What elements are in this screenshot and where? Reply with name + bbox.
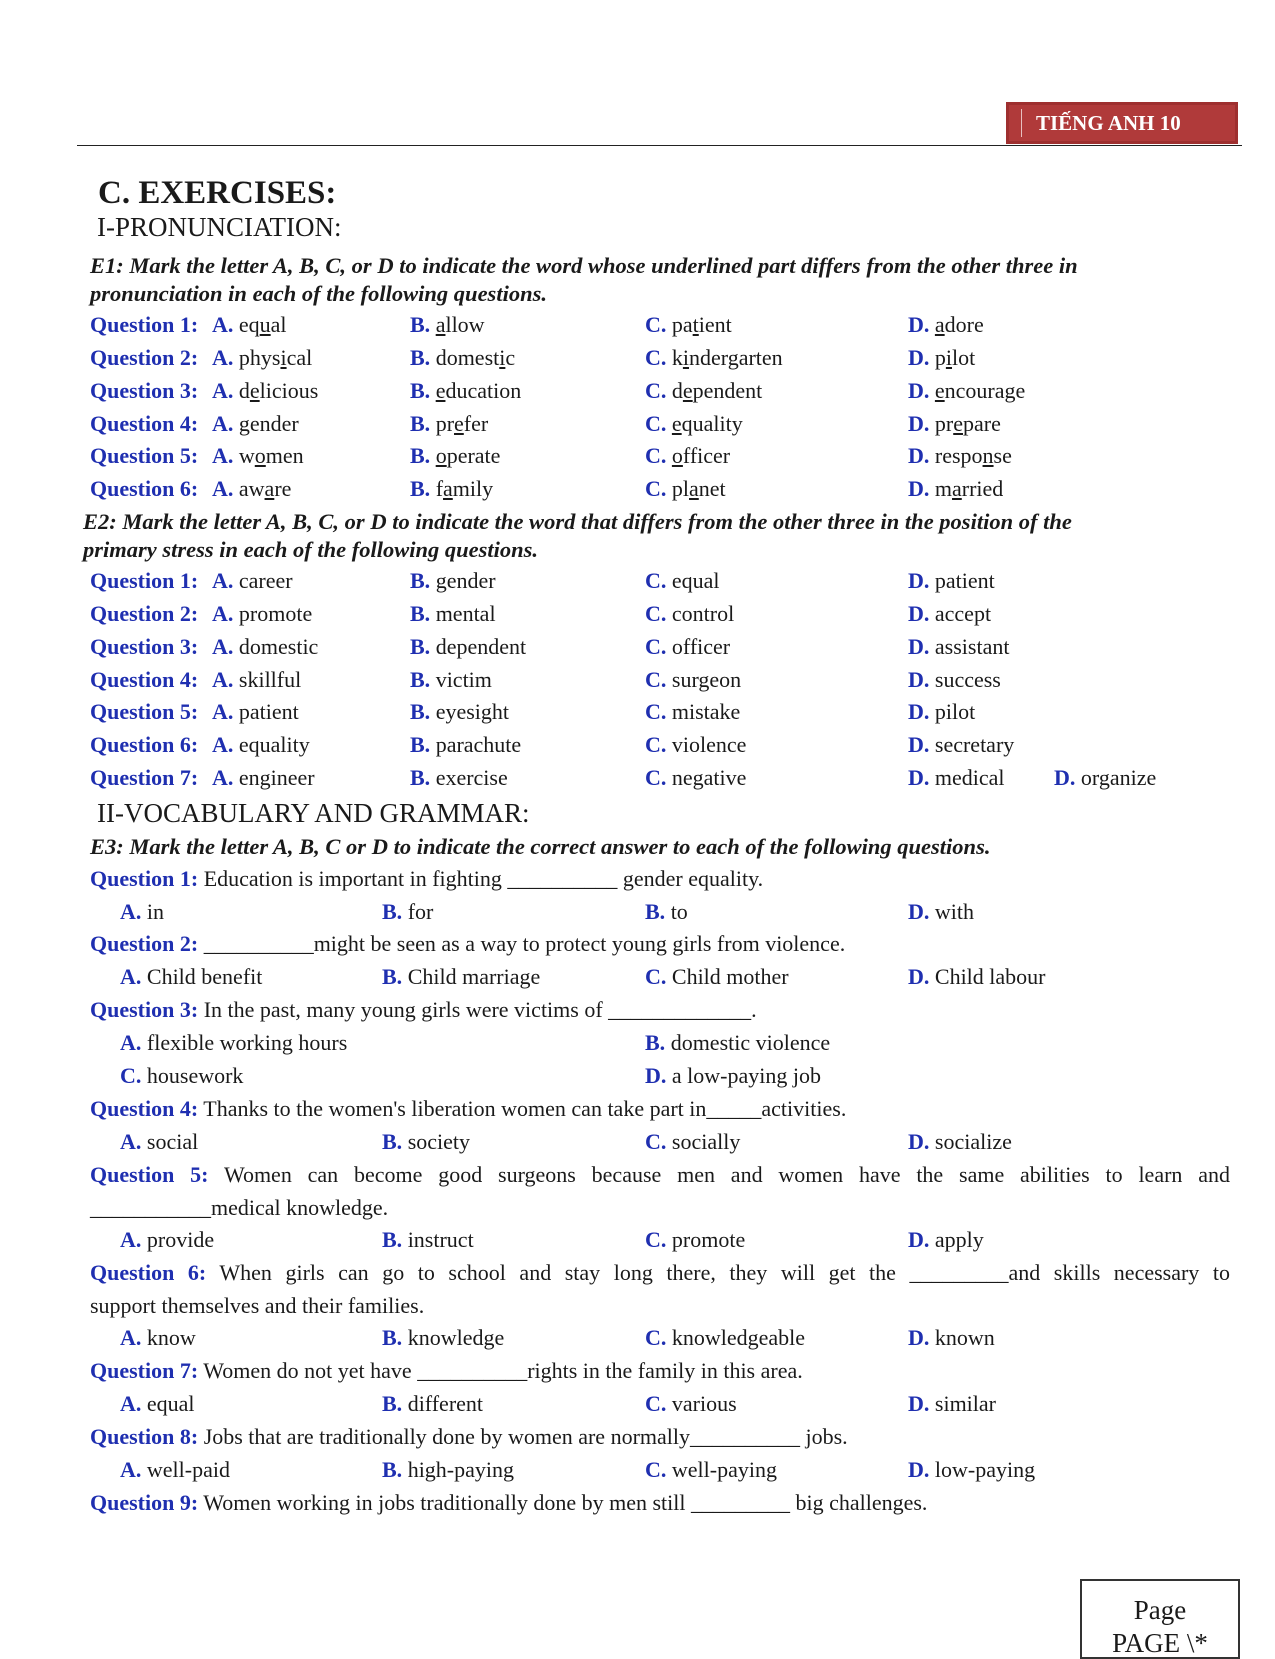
- section-title: C. EXERCISES:: [98, 175, 337, 211]
- e3-question-8: [90, 1420, 1230, 1453]
- e1-question-row: [0, 441, 1275, 471]
- option-a[interactable]: A. gender: [212, 411, 299, 436]
- underlined-part: u: [259, 312, 271, 337]
- question-text: Thanks to the women's liberation women can take part in_____activities.: [203, 1096, 847, 1121]
- option-a[interactable]: A. skillful: [212, 667, 302, 692]
- option-c[interactable]: C. well-paying: [645, 1457, 777, 1482]
- underlined-part: e: [953, 411, 963, 436]
- question-text: Jobs that are traditionally done by women are normally__________ jobs.: [203, 1424, 848, 1449]
- question-label: Question 8:: [90, 1424, 199, 1449]
- option-b[interactable]: B. allow: [410, 312, 485, 337]
- e3-question-9: [90, 1486, 1230, 1519]
- option-a[interactable]: A. provide: [120, 1227, 215, 1252]
- underlined-part: i: [945, 345, 953, 370]
- underlined-part: g: [238, 411, 250, 436]
- e3-question-4: [90, 1092, 1230, 1125]
- underlined-part: o: [671, 443, 683, 468]
- option-d[interactable]: D. secretary: [908, 732, 1015, 757]
- page-field: PAGE \*: [1112, 1628, 1208, 1658]
- option-c[interactable]: B. to: [645, 899, 688, 924]
- underlined-part: o: [254, 443, 266, 468]
- e2-instruction-line2: primary stress in each of the following questions.: [83, 537, 539, 562]
- e2-question-row: [0, 763, 1275, 793]
- question-label: Question 4:: [90, 1096, 199, 1121]
- option-c[interactable]: C. surgeon: [645, 667, 742, 692]
- option-b[interactable]: B. society: [382, 1129, 471, 1154]
- option-d[interactable]: D. accept: [908, 601, 992, 626]
- e3-q2-options: [0, 962, 1275, 992]
- underlined-part: e: [435, 378, 446, 403]
- option-d[interactable]: D. medical: [908, 765, 1005, 790]
- question-label: Question 5:: [90, 699, 199, 724]
- option-a[interactable]: A. flexible working hours: [120, 1030, 348, 1055]
- option-a[interactable]: A. patient: [212, 699, 299, 724]
- question-label: Question 2:: [90, 931, 199, 956]
- question-text: In the past, many young girls were victims of _____________.: [203, 997, 757, 1022]
- subsection-vocabulary: II-VOCABULARY AND GRAMMAR:: [97, 798, 530, 828]
- option-a[interactable]: A. aware: [212, 476, 292, 501]
- option-d[interactable]: D. low-paying: [908, 1457, 1036, 1482]
- option-c[interactable]: C. control: [645, 601, 735, 626]
- underlined-part: e: [249, 378, 260, 403]
- option-b[interactable]: B. gender: [410, 568, 496, 593]
- underlined-part: a: [443, 476, 453, 501]
- option-b[interactable]: B. knowledge: [382, 1325, 505, 1350]
- option-a[interactable]: A. women: [212, 443, 304, 468]
- question-label: Question 4:: [90, 411, 199, 436]
- underlined-part: e: [671, 411, 682, 436]
- option-a[interactable]: A. well-paid: [120, 1457, 230, 1482]
- question-text: Women working in jobs traditionally done by men still _________ big challenges.: [203, 1490, 928, 1515]
- e2-question-row: [0, 566, 1275, 596]
- option-d[interactable]: D. Child labour: [908, 964, 1046, 989]
- option-d[interactable]: D. known: [908, 1325, 995, 1350]
- underlined-part: n: [982, 443, 994, 468]
- option-b[interactable]: B. family: [410, 476, 494, 501]
- subsection-pronunciation: I-PRONUNCIATION:: [97, 212, 342, 242]
- option-a[interactable]: A. equality: [212, 732, 310, 757]
- e1-question-row: [0, 376, 1275, 406]
- question-label: Question 6:: [90, 732, 199, 757]
- underlined-part: a: [689, 476, 699, 501]
- e3-instruction: E3: Mark the letter A, B, C or D to indicate the correct answer to each of the following questions.: [90, 834, 991, 859]
- option-c[interactable]: C. housework: [120, 1063, 244, 1088]
- e3-q8-options: [0, 1455, 1275, 1485]
- question-label: Question 6:: [90, 476, 199, 501]
- underlined-part: e: [454, 411, 464, 436]
- e3-q5-options: [0, 1225, 1275, 1255]
- option-b[interactable]: B. Child marriage: [382, 964, 541, 989]
- option-b[interactable]: B. domestic violence: [645, 1030, 831, 1055]
- option-a[interactable]: A. engineer: [212, 765, 315, 790]
- option-d[interactable]: D. pilot: [908, 345, 976, 370]
- question-text: __________might be seen as a way to protect young girls from violence.: [203, 931, 846, 956]
- e3-question-1: [90, 862, 1230, 895]
- e1-instruction: [90, 252, 1230, 308]
- header-tab: [1006, 102, 1238, 144]
- underlined-part: a: [934, 312, 945, 337]
- option-a[interactable]: A. promote: [212, 601, 313, 626]
- header-tab-label: TIẾNG ANH 10: [1021, 109, 1231, 137]
- e2-question-row: [0, 697, 1275, 727]
- option-b[interactable]: B. high-paying: [382, 1457, 515, 1482]
- option-c[interactable]: C. equality: [645, 411, 743, 436]
- option-b[interactable]: B. dependent: [410, 634, 527, 659]
- option-a[interactable]: A. in: [120, 899, 165, 924]
- e1-question-row: [0, 409, 1275, 439]
- option-a[interactable]: A. Child benefit: [120, 964, 263, 989]
- option-d[interactable]: D. socialize: [908, 1129, 1012, 1154]
- underlined-part: e: [934, 378, 945, 403]
- option-a[interactable]: A. equal: [212, 312, 287, 337]
- option-a[interactable]: A. domestic: [212, 634, 319, 659]
- option-c[interactable]: C. various: [645, 1391, 737, 1416]
- e3-q3-options-row1: [0, 1028, 1275, 1058]
- question-label: Question 7:: [90, 765, 199, 790]
- option-b[interactable]: B. operate: [410, 443, 501, 468]
- option-d[interactable]: D. married: [908, 476, 1004, 501]
- option-c[interactable]: C. officer: [645, 634, 731, 659]
- option-c[interactable]: C. knowledgeable: [645, 1325, 806, 1350]
- option-c[interactable]: C. planet: [645, 476, 726, 501]
- underlined-part: t: [692, 312, 699, 337]
- option-b[interactable]: B. parachute: [410, 732, 522, 757]
- underlined-part: i: [499, 345, 506, 370]
- underlined-part: a: [264, 476, 275, 501]
- option-b[interactable]: B. exercise: [410, 765, 508, 790]
- option-d[interactable]: D. encourage: [908, 378, 1026, 403]
- option-extra[interactable]: D. organize: [1054, 765, 1157, 790]
- option-d[interactable]: D. prepare: [908, 411, 1001, 436]
- option-b[interactable]: B. eyesight: [410, 699, 510, 724]
- option-d[interactable]: D. apply: [908, 1227, 984, 1252]
- option-c[interactable]: C. violence: [645, 732, 747, 757]
- option-d[interactable]: D. success: [908, 667, 1001, 692]
- option-c[interactable]: C. promote: [645, 1227, 746, 1252]
- option-d[interactable]: D. a low-paying job: [645, 1063, 821, 1088]
- e3-question-6: [90, 1256, 1230, 1322]
- option-b[interactable]: B. victim: [410, 667, 492, 692]
- e2-question-row: [0, 632, 1275, 662]
- option-c[interactable]: C. socially: [645, 1129, 741, 1154]
- option-c[interactable]: C. mistake: [645, 699, 741, 724]
- question-label: Question 3:: [90, 997, 199, 1022]
- question-label: Question 6:: [90, 1260, 207, 1285]
- e3-q7-options: [0, 1389, 1275, 1419]
- question-label: Question 2:: [90, 601, 199, 626]
- question-label: Question 3:: [90, 634, 199, 659]
- question-text-line1: Women can become good surgeons because men and women have the same abilities to learn and: [223, 1162, 1230, 1187]
- e3-question-2: [90, 927, 1230, 960]
- option-a[interactable]: A. career: [212, 568, 293, 593]
- question-label: Question 5:: [90, 1162, 209, 1187]
- e3-q4-options: [0, 1127, 1275, 1157]
- option-b[interactable]: B. prefer: [410, 411, 489, 436]
- underlined-part: i: [280, 345, 287, 370]
- e2-question-row: [0, 599, 1275, 629]
- option-c[interactable]: C. officer: [645, 443, 731, 468]
- option-c[interactable]: C. kindergarten: [645, 345, 783, 370]
- question-label: Question 7:: [90, 1358, 199, 1383]
- option-d[interactable]: D. assistant: [908, 634, 1010, 659]
- e3-q1-options: [0, 897, 1275, 927]
- e2-question-row: [0, 730, 1275, 760]
- question-label: Question 1:: [90, 312, 199, 337]
- option-d[interactable]: D. patient: [908, 568, 995, 593]
- option-a[interactable]: A. equal: [120, 1391, 195, 1416]
- question-text-line2: ___________medical knowledge.: [90, 1195, 389, 1220]
- question-label: Question 4:: [90, 667, 199, 692]
- underlined-part: o: [435, 443, 447, 468]
- header-rule: [77, 145, 1242, 146]
- e3-q3-options-row2: [0, 1061, 1275, 1091]
- option-b[interactable]: B. different: [382, 1391, 484, 1416]
- underlined-part: i: [682, 345, 690, 370]
- page-number-box: [1080, 1579, 1240, 1659]
- question-label: Question 2:: [90, 345, 199, 370]
- e1-instruction-line1: E1: Mark the letter A, B, C, or D to indicate the word whose underlined part differs from the other three in: [90, 253, 1078, 278]
- underlined-part: a: [952, 476, 962, 501]
- question-label: Question 1:: [90, 866, 199, 891]
- option-b[interactable]: B. mental: [410, 601, 496, 626]
- option-a[interactable]: A. social: [120, 1129, 199, 1154]
- page-label: Page: [1133, 1595, 1187, 1625]
- option-b[interactable]: B. education: [410, 378, 522, 403]
- e1-instruction-line2: pronunciation in each of the following questions.: [90, 281, 547, 306]
- option-c[interactable]: C. negative: [645, 765, 747, 790]
- option-d[interactable]: D. pilot: [908, 699, 976, 724]
- option-c[interactable]: C. equal: [645, 568, 720, 593]
- e3-question-7: [90, 1354, 1230, 1387]
- option-a[interactable]: A. physical: [212, 345, 313, 370]
- option-d[interactable]: D. adore: [908, 312, 984, 337]
- question-label: Question 1:: [90, 568, 199, 593]
- e3-q6-options: [0, 1323, 1275, 1353]
- option-d[interactable]: D. similar: [908, 1391, 996, 1416]
- question-label: Question 3:: [90, 378, 199, 403]
- e2-question-row: [0, 665, 1275, 695]
- option-c[interactable]: C. patient: [645, 312, 732, 337]
- e3-question-5: [90, 1158, 1230, 1224]
- option-c[interactable]: C. Child mother: [645, 964, 789, 989]
- e1-question-row: [0, 474, 1275, 504]
- e2-instruction-line1: E2: Mark the letter A, B, C, or D to indicate the word that differs from the other three in the position of the: [83, 509, 1072, 534]
- e2-instruction: [83, 508, 1223, 564]
- question-text: Women do not yet have __________rights in the family in this area.: [203, 1358, 803, 1383]
- e1-question-row: [0, 310, 1275, 340]
- option-d[interactable]: D. response: [908, 443, 1012, 468]
- underlined-part: e: [682, 378, 693, 403]
- e1-question-row: [0, 343, 1275, 373]
- question-label: Question 9:: [90, 1490, 199, 1515]
- option-b[interactable]: B. domestic: [410, 345, 516, 370]
- option-a[interactable]: A. know: [120, 1325, 196, 1350]
- question-text-line2: support themselves and their families.: [90, 1293, 425, 1318]
- option-b[interactable]: B. for: [382, 899, 434, 924]
- option-c[interactable]: C. dependent: [645, 378, 763, 403]
- question-text: Education is important in fighting __________ gender equality.: [203, 866, 764, 891]
- option-b[interactable]: B. instruct: [382, 1227, 474, 1252]
- option-d[interactable]: D. with: [908, 899, 975, 924]
- question-text-line1: When girls can go to school and stay long there, they will get the _________and skills necessary to: [219, 1260, 1230, 1285]
- question-label: Question 5:: [90, 443, 199, 468]
- option-a[interactable]: A. delicious: [212, 378, 319, 403]
- underlined-part: a: [435, 312, 446, 337]
- e3-question-3: [90, 993, 1230, 1026]
